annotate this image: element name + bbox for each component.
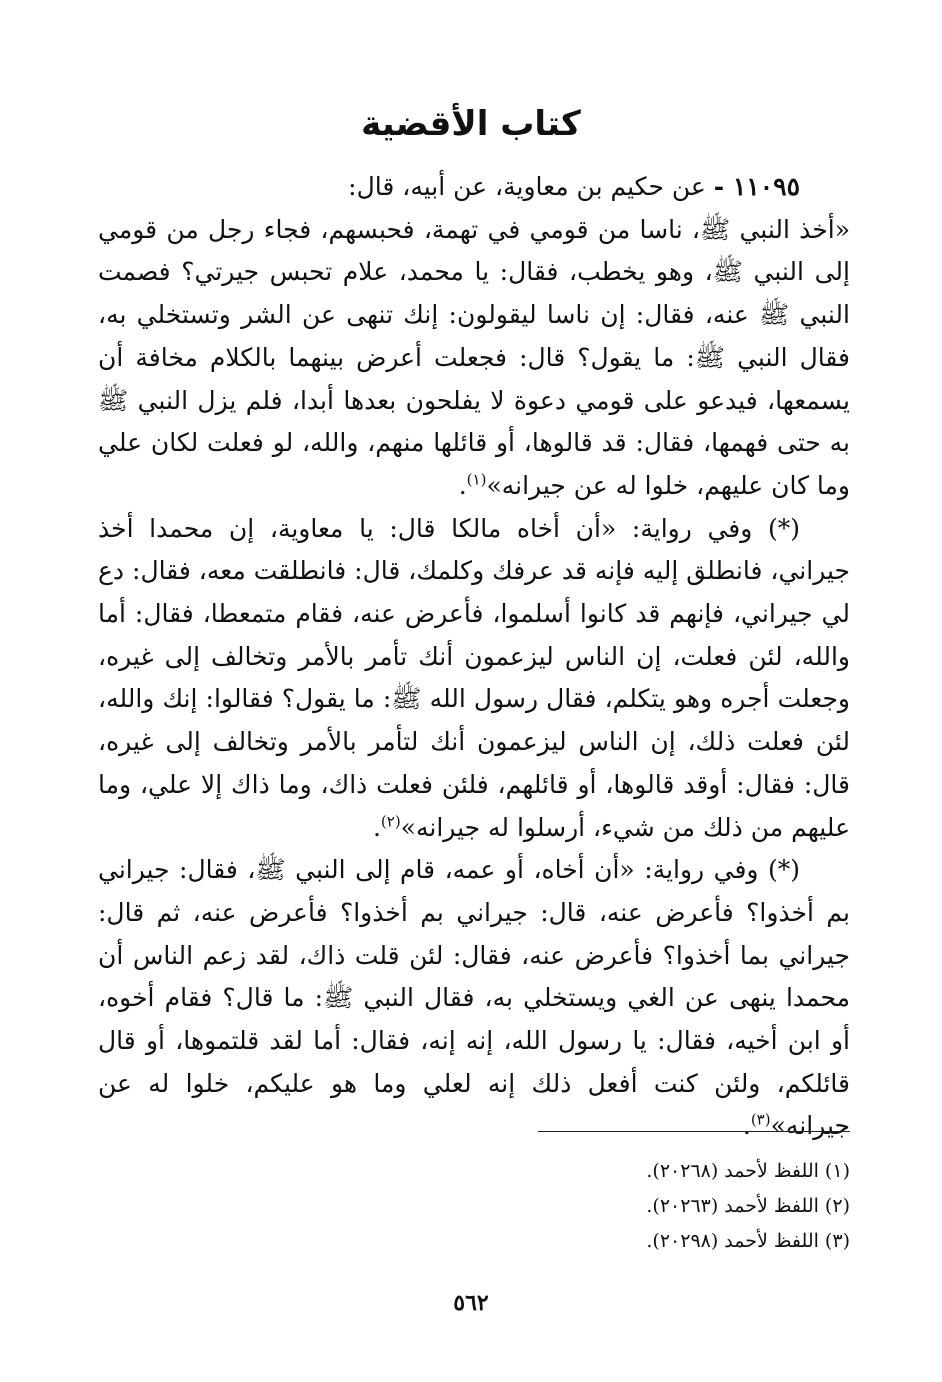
footnote-3: (٣) اللفظ لأحمد (٢٠٢٩٨). <box>646 1230 850 1252</box>
footnote-1: (١) اللفظ لأحمد (٢٠٢٦٨). <box>646 1160 850 1182</box>
chapter-title: كتاب الأقضية <box>361 104 581 144</box>
footnote-ref-3: (٣) <box>750 1111 771 1130</box>
narration-3-paragraph: (*) وفي رواية: «أن أخاه، أو عمه، قام إلى النبي ﷺ، فقال: جيراني بم أخذوا؟ فأعرض عنه، قال: جيراني بم أخذوا؟ فأعرض عنه، ثم قال: جيراني بما أخذوا؟ فأعرض عنه، فقال: لئن قلت ذاك، لقد زعم الناس أن محمدا ينهى عن الغي ويستخلي به، فقال النبي ﷺ: ما قال؟ فقام أخوه، أو ابن أخيه، فقال: يا رسول الله، إنه إنه، فقال: أما لقد قلتموها، أو قال قائلكم، ولئن كنت أفعل ذلك إنه لعلي وما هو عليكم، خلوا له عن جيرانه»$^{(٣)}$. <box>98 855 850 1141</box>
hadith-header <box>98 166 850 209</box>
footnote-2: (٢) اللفظ لأحمد (٢٠٢٦٣). <box>646 1195 850 1217</box>
footnote-ref-1: (١) <box>466 470 487 489</box>
narration-2-paragraph: (*) وفي رواية: «أن أخاه مالكا قال: يا معاوية، إن محمدا أخذ جيراني، فانطلق إليه فإنه قد عرفك وكلمك، قال: فانطلقت معه، فقال: دع لي جيراني، فإنهم قد كانوا أسلموا، فأعرض عنه، فقام متمعطا، فقال: أما والله، لئن فعلت، إن الناس ليزعمون أنك تأمر بالأمر وتخالف إلى غيره، وجعلت أجره وهو يتكلم، فقال رسول الله ﷺ: ما يقول؟ فقالوا: إنك والله، لئن فعلت ذلك، إن الناس ليزعمون أنك لتأمر بالأمر وتخالف إلى غيره، قال: فقال: أوقد قالوها، أو قائلهم، فلئن فعلت ذاك، وما ذاك إلا علي، وما عليهم من ذلك من شيء، أرسلوا له جيرانه»$^{(٢)}$. <box>98 513 850 842</box>
main-text <box>98 166 850 1148</box>
footnotes <box>98 1154 850 1259</box>
hadith-number: ١١٠٩٥ - <box>713 172 800 201</box>
hadith-matn: «أخذ النبي ﷺ، ناسا من قومي في تهمة، فحبسهم، فجاء رجل من قومي إلى النبي ﷺ، وهو يخطب، فقال: يا محمد، علام تحبس جيرتي؟ فصمت النبي ﷺ عنه، فقال: إن ناسا ليقولون: إنك تنهى عن الشر وتستخلي به، فقال النبي ﷺ: ما يقول؟ قال: فجعلت أعرض بينهما بالكلام مخافة أن يسمعها، فيدعو على قومي دعوة لا يفلحون بعدها أبدا، فلم يزل النبي ﷺ به حتى فهمها، فقال: قد قالوها، أو قائلها منهم، والله، لو فعلت لكان علي وما كان عليهم، خلوا له عن جيرانه» <box>98 214 850 500</box>
footnote-ref-2: (٢) <box>380 812 401 831</box>
hadith-isnad: عن حكيم بن معاوية، عن أبيه، قال: <box>348 172 706 201</box>
hadith-matn-paragraph: «أخذ النبي ﷺ، ناسا من قومي في تهمة، فحبسهم، فجاء رجل من قومي إلى النبي ﷺ، وهو يخطب، فقال: يا محمد، علام تحبس جيرتي؟ فصمت النبي ﷺ عنه، فقال: إن ناسا ليقولون: إنك تنهى عن الشر وتستخلي به، فقال النبي ﷺ: ما يقول؟ قال: فجعلت أعرض بينهما بالكلام مخافة أن يسمعها، فيدعو على قومي دعوة لا يفلحون بعدها أبدا، فلم يزل النبي ﷺ به حتى فهمها، فقال: قد قالوها، أو قائلها منهم، والله، لو فعلت لكان علي وما كان عليهم، خلوا له عن جيرانه»$^{(١)}$. <box>98 214 850 500</box>
narration-3-text: (*) وفي رواية: «أن أخاه، أو عمه، قام إلى النبي ﷺ، فقال: جيراني بم أخذوا؟ فأعرض عنه، قال: جيراني بم أخذوا؟ فأعرض عنه، ثم قال: جيراني بما أخذوا؟ فأعرض عنه، فقال: لئن قلت ذاك، لقد زعم الناس أن محمدا ينهى عن الغي ويستخلي به، فقال النبي ﷺ: ما قال؟ فقام أخوه، أو ابن أخيه، فقال: يا رسول الله، إنه إنه، فقال: أما لقد قلتموها، أو قال قائلكم، ولئن كنت أفعل ذلك إنه لعلي وما هو عليكم، خلوا له عن جيرانه» <box>98 855 850 1141</box>
narration-2-text: (*) وفي رواية: «أن أخاه مالكا قال: يا معاوية، إن محمدا أخذ جيراني، فانطلق إليه فإنه قد عرفك وكلمك، قال: فانطلقت معه، فقال: دع لي جيراني، فإنهم قد كانوا أسلموا، فأعرض عنه، فقام متمعطا، فقال: أما والله، لئن فعلت، إن الناس ليزعمون أنك تأمر بالأمر وتخالف إلى غيره، وجعلت أجره وهو يتكلم، فقال رسول الله ﷺ: ما يقول؟ فقالوا: إنك والله، لئن فعلت ذلك، إن الناس ليزعمون أنك لتأمر بالأمر وتخالف إلى غيره، قال: فقال: أوقد قالوها، أو قائلهم، فلئن فعلت ذاك، وما ذاك إلا علي، وما عليهم من ذلك من شيء، أرسلوا له جيرانه» <box>98 513 850 842</box>
footnote-divider <box>538 1131 850 1132</box>
page-number: ٥٦٢ <box>453 1290 489 1316</box>
